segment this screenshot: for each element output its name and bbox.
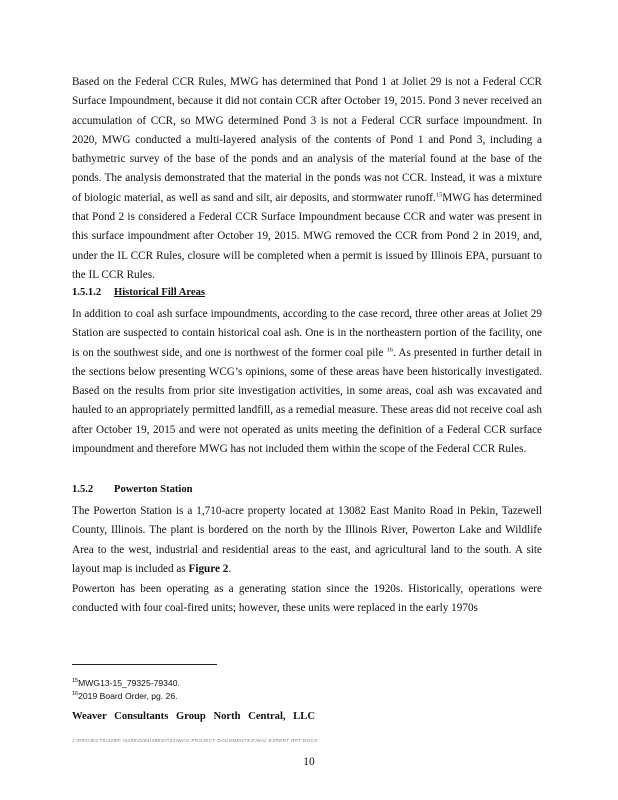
paragraph-historical-fill bbox=[72, 305, 542, 459]
paragraph-powerton-location bbox=[72, 502, 542, 579]
footnote-mark: 15 bbox=[72, 678, 79, 685]
paragraph-joliet-ponds bbox=[72, 73, 542, 285]
footnote-ref-15: 15 bbox=[435, 191, 443, 199]
section-number: 1.5.2 bbox=[72, 484, 94, 495]
footnote-mark: 16 bbox=[72, 691, 79, 698]
file-path: J:\PROJECTS\3280\-\3289\3284\388\07\03\WCG PROJECT DOCUMENTS\FINAL EXPERT RPT.DOCX bbox=[72, 738, 318, 743]
footnote-text: 2019 Board Order, pg. 26. bbox=[78, 691, 178, 701]
paragraph-text: . bbox=[228, 562, 232, 575]
paragraph-text: Based on the Federal CCR Rules, MWG has determined that Pond 1 at Joliet 29 is not a Federal CCR Surface Impoundment, because it did not contain CCR after October 19, 2015. Pond 3 never received an accumulation of CCR, so MWG determined Pond 3 is not a Federal CCR surface impoundment. In 2020, MWG conducted a multi-layered analysis of the contents of Pond 1 and Pond 3, including a bathymetric survey of the base of the ponds and an analysis of the material found at the base of the ponds. The analysis demonstrated that the material in the ponds was not CCR. Instead, it was a mixture of biologic material, as well as sand and silt, air deposits, and stormwater runoff. bbox=[72, 76, 542, 204]
paragraph-text: MWG has determined that Pond 2 is considered a Federal CCR Surface Impoundment because CCR and water was present in this surface impoundment after October 19, 2015. MWG removed the CCR from Pond 2 in 2019, and, under the IL CCR Rules, closure will be completed when a permit is issued by Illinois EPA, pursuant to the IL CCR Rules. bbox=[72, 191, 542, 281]
paragraph-text: The Powerton Station is a 1,710-acre property located at 13082 East Manito Road in Pekin, Tazewell County, Illinois. The plant is bordered on the north by the Illinois River, Powerton Lake and Wildlife Area to the west, industrial and residential areas to the east, and agricultural land to the south. A site layout map is included as bbox=[72, 505, 542, 575]
section-heading-historical-fill-areas bbox=[72, 287, 205, 298]
section-title: Historical Fill Areas bbox=[114, 287, 206, 298]
figure-reference: Figure 2 bbox=[188, 562, 229, 575]
section-heading-powerton-station bbox=[72, 484, 193, 495]
footnote-15 bbox=[72, 678, 180, 688]
company-name: Weaver Consultants Group North Central, LLC bbox=[72, 711, 315, 722]
paragraph-text: Powerton has been operating as a generating station since the 1920s. Historically, operations were conducted with four coal-fired units; however, these units were replaced in the early 1970s bbox=[72, 583, 542, 615]
section-number: 1.5.1.2 bbox=[72, 287, 102, 298]
paragraph-text: In addition to coal ash surface impoundments, according to the case record, three other areas at Joliet 29 Station are suspected to contain historical coal ash. One is in the northeastern portion of the facility, one is on the southwest side, and one is northwest of the former coal pile bbox=[72, 308, 542, 359]
footnote-text: MWG13-15_79325-79340. bbox=[78, 678, 180, 688]
paragraph-powerton-history bbox=[72, 580, 542, 619]
section-title: Powerton Station bbox=[114, 484, 193, 495]
footnote-separator bbox=[72, 664, 217, 665]
footnote-ref-16: 16 bbox=[386, 345, 394, 353]
footnote-16 bbox=[72, 691, 178, 701]
paragraph-text: . As presented in further detail in the sections below presenting WCG’s opinions, some of these areas have been historically investigated. Based on the results from prior site investigation activities, in some areas, coal ash was excavated and hauled to an appropriately permitted landfill, as a remedial measure. These areas did not receive coal ash after October 19, 2015 and were not operated as units meeting the definition of a Federal CCR surface impoundment and therefore MWG has not included them within the scope of the Federal CCR Rules. bbox=[72, 346, 543, 456]
page-number: 10 bbox=[303, 756, 315, 768]
